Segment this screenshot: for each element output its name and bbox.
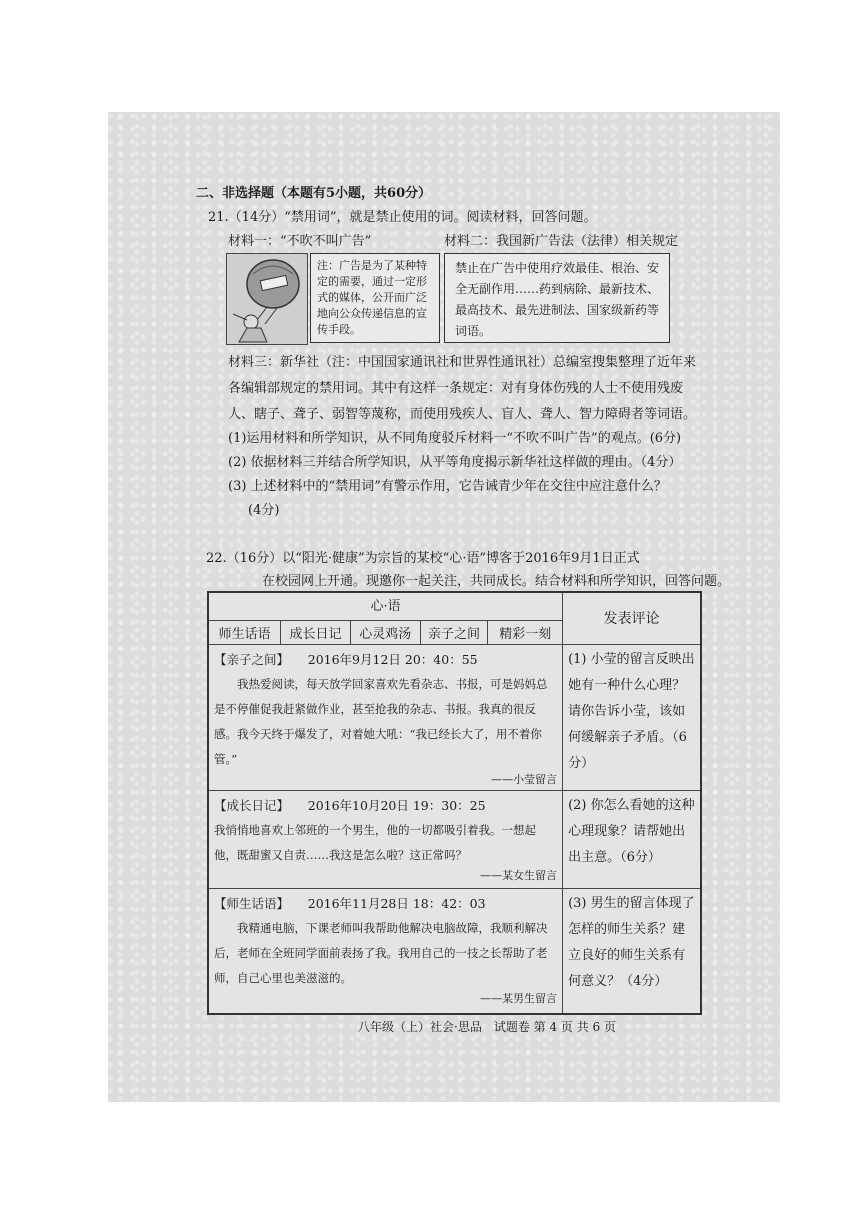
tab-growth-diary[interactable]: 成长日记	[281, 620, 351, 644]
blog-title: 心·语	[208, 592, 563, 620]
balloon-cartoon-icon	[227, 254, 307, 344]
tab-parent-child[interactable]: 亲子之间	[420, 620, 488, 644]
entry-header: 【师生话语】 2016年11月28日 18：42：03	[214, 895, 486, 911]
entry-header: 【成长日记】 2016年10月20日 19：30：25	[214, 797, 486, 813]
tab-highlights[interactable]: 精彩一刻	[488, 620, 563, 644]
section-title: 二、非选择题（本题有5小题，共60分）	[196, 186, 432, 201]
blog-entry	[208, 644, 563, 790]
material3-line1: 材料三：新华社（注：中国国家通讯社和世界性通讯社）总编室搜集整理了近年来	[228, 355, 697, 370]
q22-stem-line2: 在校园网上开通。现邀你一起关注，共同成长。结合材料和所学知识，回答问题。	[262, 574, 731, 589]
entry-header: 【亲子之间】 2016年9月12日 20：40：55	[214, 651, 478, 667]
comment-question: (3) 男生的留言体现了怎样的师生关系？建立良好的师生关系有何意义？（4分）	[563, 888, 701, 1014]
entry-signature: ——小莹留言	[491, 772, 558, 786]
comment-header: 发表评论	[563, 592, 701, 644]
entry-body: 我精通电脑，下课老师叫我帮助他解决电脑故障，我顺利解决后，老师在全班同学面前表扬了我。我用自己的一技之长帮助了老师，自己心里也美滋滋的。	[214, 920, 548, 985]
q22-stem-line1: 22.（16分）以“阳光·健康”为宗旨的某校“心·语”博客于2016年9月1日正式	[206, 551, 640, 566]
entry-signature: ——某女生留言	[480, 868, 558, 882]
material2-title: 材料二：我国新广告法（法律）相关规定	[444, 234, 679, 249]
ad-cartoon-image	[226, 253, 308, 345]
q21-sub3-line2: (4分)	[248, 503, 280, 518]
page-footer: 八年级（上）社会·思品 试题卷 第 4 页 共 6 页	[358, 1020, 616, 1034]
entry-signature: ——某男生留言	[480, 991, 558, 1005]
material2-text: 禁止在广告中使用疗效最佳、根治、安全无副作用……药到病除、最新技术、最高技术、最先进制法、国家级新药等词语。	[444, 253, 670, 343]
q21-sub1: (1)运用材料和所学知识，从不同角度驳斥材料一“不吹不叫广告”的观点。(6分)	[228, 431, 682, 446]
entry-body: 我悄悄地喜欢上邻班的一个男生，他的一切都吸引着我。一想起他，既甜蜜又自责……我这是怎么啦？这正常吗？	[214, 822, 536, 862]
material3-line3: 人、瞎子、聋子、弱智等蔑称，而使用残疾人、盲人、聋人、智力障碍者等词语。	[228, 407, 697, 422]
material1-note: 注：广告是为了某种特定的需要，通过一定形式的媒体，公开而广泛地向公众传递信息的宣传手段。	[310, 253, 440, 343]
q21-sub3-line1: (3) 上述材料中的“禁用词”有警示作用，它告诫青少年在交往中应注意什么？	[228, 479, 667, 494]
tab-teacher-student[interactable]: 师生话语	[208, 620, 281, 644]
material3-line2: 各编辑部规定的禁用词。其中有这样一条规定：对有身体伤残的人士不使用残废	[228, 381, 684, 396]
blog-table	[207, 591, 702, 1015]
comment-question: (2) 你怎么看她的这种心理现象？请帮她出出主意。（6分）	[563, 790, 701, 888]
q21-sub2: (2) 依据材料三并结合所学知识，从平等角度揭示新华社这样做的理由。（4分）	[228, 455, 682, 470]
blog-entry	[208, 888, 563, 1014]
blog-entry	[208, 790, 563, 888]
entry-body: 我热爱阅读，每天放学回家喜欢先看杂志、书报，可是妈妈总是不停催促我赶紧做作业，甚至抢我的杂志、书报。我真的很反感。我今天终于爆发了，对着她大吼：“我已经长大了，用不着你管。”	[214, 676, 548, 766]
material1-title: 材料一：“不吹不叫广告”	[228, 234, 372, 249]
comment-question: (1) 小莹的留言反映出她有一种什么心理？请你告诉小莹，该如何缓解亲子矛盾。（6分）	[563, 644, 701, 790]
q21-stem: 21.（14分）“禁用词”，就是禁止使用的词。阅读材料，回答问题。	[208, 210, 597, 225]
tab-chicken-soup[interactable]: 心灵鸡汤	[350, 620, 420, 644]
